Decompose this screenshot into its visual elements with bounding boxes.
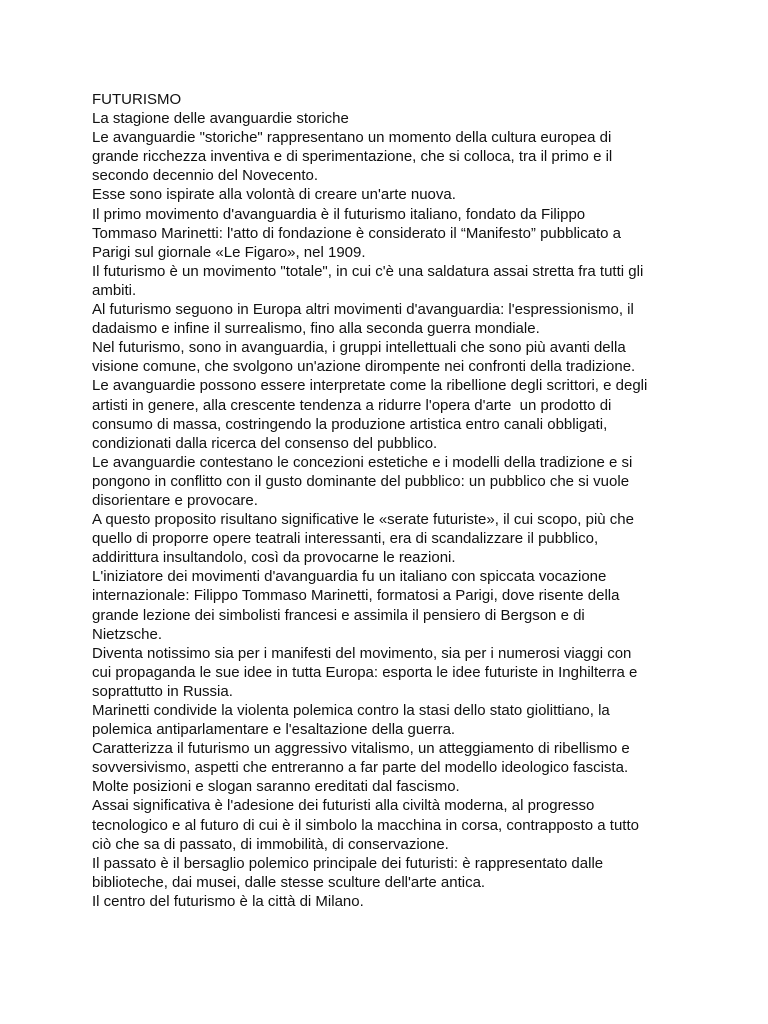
text-line: cui propaganda le sue idee in tutta Europa: esporta le idee futuriste in Inghilterra e: [92, 663, 638, 681]
paragraph: [92, 262, 672, 300]
text-line: Le avanguardie "storiche" rappresentano un momento della cultura europea di: [92, 129, 612, 147]
text-line: dadaismo e infine il surrealismo, fino alla seconda guerra mondiale.: [92, 320, 540, 338]
text-line: disorientare e provocare.: [92, 491, 258, 509]
paragraph: [92, 128, 672, 185]
text-line: Il centro del futurismo è la città di Milano.: [92, 892, 364, 910]
text-line: FUTURISMO: [92, 91, 182, 108]
text-line: grande ricchezza inventiva e di sperimentazione, che si colloca, tra il primo e il: [92, 148, 613, 166]
text-line: condizionati dalla ricerca del consenso del pubblico.: [92, 434, 438, 452]
text-line: L'iniziatore dei movimenti d'avanguardia fu un italiano con spiccata vocazione: [92, 568, 607, 586]
text-line: Marinetti condivide la violenta polemica contro la stasi dello stato giolittiano, la: [92, 702, 610, 719]
text-line: Il futurismo è un movimento "totale", in cui c'è una saldatura assai stretta fra tutti gli: [92, 262, 644, 280]
text-line: Esse sono ispirate alla volontà di creare un'arte nuova.: [92, 186, 456, 204]
text-line: Le avanguardie contestano le concezioni estetiche e i modelli della tradizione e si: [92, 453, 633, 471]
text-line: grande lezione dei simbolisti francesi e assimila il pensiero di Bergson e di: [92, 606, 585, 624]
paragraph: [92, 338, 672, 376]
document-page: [92, 90, 672, 911]
text-line: ambiti.: [92, 281, 137, 299]
text-line: tecnologico e al futuro di cui è il simbolo la macchina in corsa, contrapposto a tutto: [92, 816, 639, 834]
text-line: Al futurismo seguono in Europa altri movimenti d'avanguardia: l'espressionismo, il: [92, 301, 634, 319]
text-line: Assai significativa è l'adesione dei futuristi alla civiltà moderna, al progresso: [92, 797, 595, 815]
text-line: Diventa notissimo sia per i manifesti del movimento, sia per i numerosi viaggi con: [92, 644, 632, 662]
text-line: Parigi sul giornale «Le Figaro», nel 1909.: [92, 243, 366, 261]
text-line: secondo decennio del Novecento.: [92, 167, 318, 185]
text-line: Nel futurismo, sono in avanguardia, i gruppi intellettuali che sono più avanti della: [92, 339, 626, 357]
paragraph: [92, 739, 672, 777]
paragraph: [92, 376, 672, 452]
paragraph: [92, 777, 672, 796]
text-line: visione comune, che svolgono un'azione dirompente nei confronti della tradizione.: [92, 358, 636, 376]
text-line: Il primo movimento d'avanguardia è il futurismo italiano, fondato da Filippo: [92, 205, 586, 223]
paragraph: [92, 510, 672, 567]
text-line: consumo di massa, costringendo la produzione artistica entro canali obbligati,: [92, 415, 608, 433]
text-line: Il passato è il bersaglio polemico principale dei futuristi: è rappresentato dalle: [92, 854, 604, 872]
text-line: addirittura insultandolo, così da provocarne le reazioni.: [92, 549, 456, 567]
text-line: soprattutto in Russia.: [92, 682, 233, 700]
text-line: Tommaso Marinetti: l'atto di fondazione è considerato il “Manifesto” pubblicato a: [92, 224, 621, 242]
text-line: Nietzsche.: [92, 625, 163, 643]
paragraph: [92, 453, 672, 510]
paragraph: [92, 567, 672, 643]
text-line: Caratterizza il futurismo un aggressivo vitalismo, un atteggiamento di ribellismo e: [92, 740, 630, 758]
text-line: artisti in genere, alla crescente tendenza a ridurre l'opera d'arte un prodotto di: [92, 396, 612, 414]
text-line: quello di proporre opere teatrali interessanti, era di scandalizzare il pubblico,: [92, 530, 599, 548]
document-title: [92, 90, 672, 109]
text-line: Le avanguardie possono essere interpretate come la ribellione degli scrittori, e degli: [92, 377, 648, 395]
paragraph: [92, 701, 672, 739]
paragraph: [92, 796, 672, 853]
paragraph: [92, 644, 672, 701]
text-line: internazionale: Filippo Tommaso Marinetti, formatosi a Parigi, dove risente della: [92, 587, 620, 605]
paragraph: [92, 892, 672, 911]
text-line: Molte posizioni e slogan saranno ereditati dal fascismo.: [92, 778, 460, 796]
text-line: biblioteche, dai musei, dalle stesse sculture dell'arte antica.: [92, 873, 486, 891]
paragraph: [92, 300, 672, 338]
text-line: La stagione delle avanguardie storiche: [92, 110, 349, 128]
text-line: pongono in conflitto con il gusto dominante del pubblico: un pubblico che si vuole: [92, 472, 630, 490]
text-line: sovversivismo, aspetti che entreranno a far parte del modello ideologico fascista.: [92, 759, 629, 777]
text-line: A questo proposito risultano significative le «serate futuriste», il cui scopo, più che: [92, 511, 634, 529]
text-line: polemica antiparlamentare e l'esaltazione della guerra.: [92, 721, 456, 739]
document-subtitle: [92, 109, 672, 128]
paragraph: [92, 205, 672, 262]
paragraph: [92, 854, 672, 892]
paragraph: [92, 185, 672, 204]
text-line: ciò che sa di passato, di immobilità, di conservazione.: [92, 835, 449, 853]
